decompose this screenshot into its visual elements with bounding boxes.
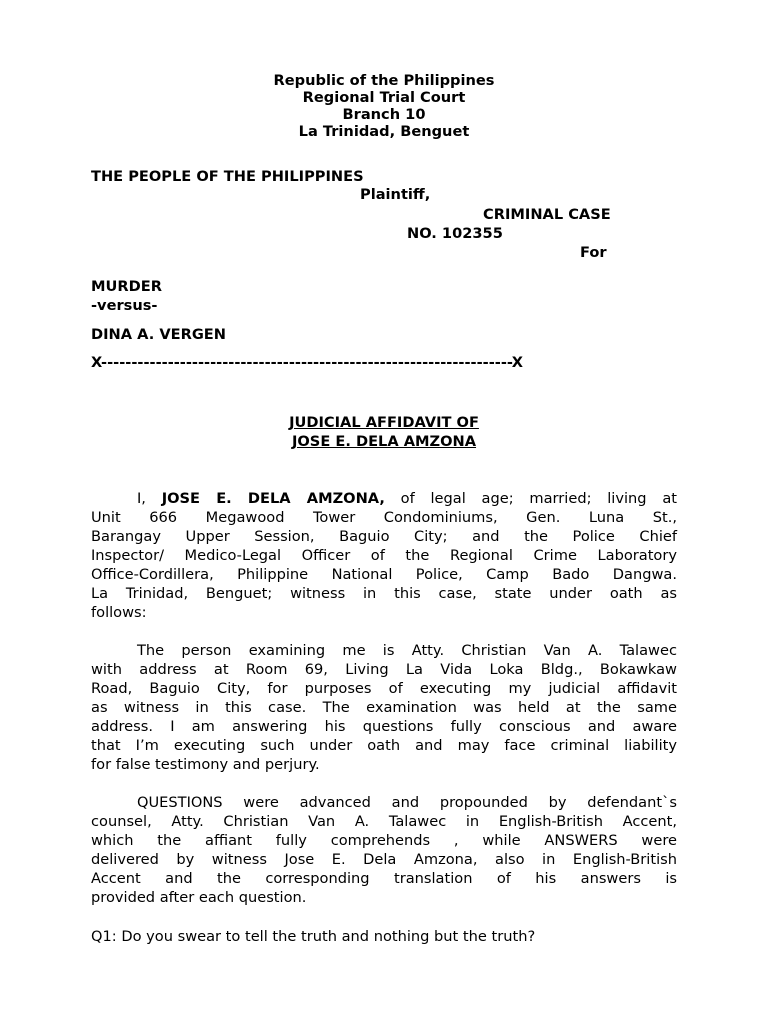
para3-line5: Accent and the corresponding translation of his answers is: [91, 870, 677, 887]
versus-label: -versus-: [91, 297, 158, 314]
for-label: For: [580, 244, 607, 261]
paragraph-intro: [91, 489, 677, 622]
para2-line1: The person examining me is Atty. Christian Van A. Talawec: [137, 642, 677, 659]
accused-name: DINA A. VERGEN: [91, 326, 226, 343]
case-label: CRIMINAL CASE: [483, 206, 611, 223]
affiant-name: JOSE E. DELA AMZONA,: [161, 490, 385, 507]
paragraph-examiner: [91, 641, 677, 774]
offense: MURDER: [91, 278, 162, 295]
case-number: NO. 102355: [407, 225, 503, 242]
para1-line1: [91, 489, 677, 508]
plaintiff-label: Plaintiff,: [360, 186, 431, 203]
para3-line1: QUESTIONS were advanced and propounded by defendant`s: [137, 794, 677, 811]
para3-line2: counsel, Atty. Christian Van A. Talawec in English-British Accent,: [91, 813, 677, 830]
para2-line3: Road, Baguio City, for purposes of executing my judicial affidavit: [91, 680, 677, 697]
plaintiff-name: THE PEOPLE OF THE PHILIPPINES: [91, 168, 364, 185]
para1-line2: Unit 666 Megawood Tower Condominiums, Gen. Luna St.,: [91, 509, 677, 526]
para2-line4: as witness in this case. The examination was held at the same: [91, 699, 677, 716]
para1-intro: I,: [137, 490, 162, 507]
paragraph-questions: [91, 793, 677, 907]
header-branch: Branch 10: [342, 106, 426, 123]
para2-line2: with address at Room 69, Living La Vida Loka Bldg., Bokawkaw: [91, 661, 677, 678]
para1-line3: Barangay Upper Session, Baguio City; and the Police Chief: [91, 528, 677, 545]
para2-line6: that I’m executing such under oath and may face criminal liability: [91, 737, 677, 754]
para1-line7: follows:: [91, 604, 147, 621]
question-1: Q1: Do you swear to tell the truth and nothing but the truth?: [91, 928, 536, 945]
para1-line4: Inspector/ Medico-Legal Officer of the Regional Crime Laboratory: [91, 547, 677, 564]
header-court: Regional Trial Court: [302, 89, 466, 106]
header-location: La Trinidad, Benguet: [298, 123, 470, 140]
caption-divider-text: X--------------------------------------------------------------------X: [91, 354, 523, 371]
caption-divider: [91, 354, 631, 371]
para2-line7: for false testimony and perjury.: [91, 756, 320, 773]
header-republic: Republic of the Philippines: [273, 72, 495, 89]
para3-line6: provided after each question.: [91, 889, 307, 906]
para3-line4: delivered by witness Jose E. Dela Amzona, also in English-British: [91, 851, 677, 868]
para1-line1-rest: of legal age; married; living at: [384, 490, 677, 507]
para2-line5: address. I am answering his questions fully conscious and aware: [91, 718, 677, 735]
para3-line3: which the affiant fully comprehends , while ANSWERS were: [91, 832, 677, 849]
para1-line5: Office-Cordillera, Philippine National Police, Camp Bado Dangwa.: [91, 566, 677, 583]
affidavit-title-line1: JUDICIAL AFFIDAVIT OF: [289, 414, 479, 431]
affidavit-title-line2: JOSE E. DELA AMZONA: [291, 433, 477, 450]
para1-line6: La Trinidad, Benguet; witness in this case, state under oath as: [91, 585, 677, 602]
